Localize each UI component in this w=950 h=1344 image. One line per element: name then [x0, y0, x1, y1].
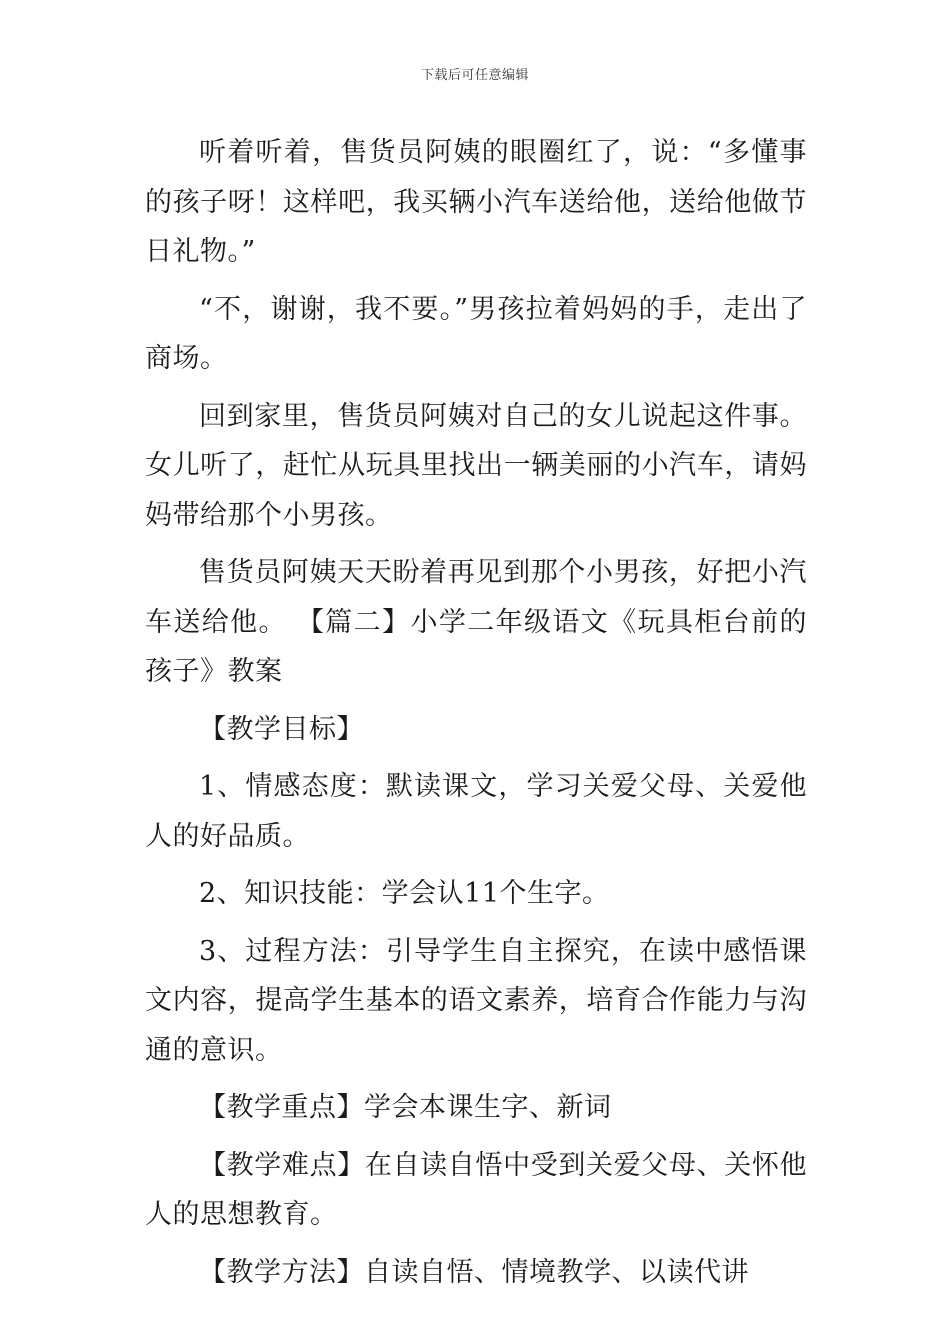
section-heading-objectives: 【教学目标】: [199, 713, 364, 745]
objective-item-1: 1、情感态度：默读课文，学习关爱父母、关爱他人的好品质。: [145, 771, 807, 852]
paragraph-story-2: “不，谢谢，我不要。”男孩拉着妈妈的手，走出了商场。: [145, 293, 807, 374]
page-header: 下载后可任意编辑: [420, 68, 529, 83]
document-body: [145, 128, 807, 1305]
teaching-method: 【教学方法】自读自悟、情境教学、以读代讲: [199, 1256, 749, 1288]
objective-item-3: 3、过程方法：引导学生自主探究，在读中感悟课文内容，提高学生基本的语文素养，培育合作能力与沟通的意识。: [145, 935, 807, 1066]
teaching-focus: 【教学重点】学会本课生字、新词: [199, 1092, 612, 1123]
paragraph-story-1: 听着听着，售货员阿姨的眼圈红了，说：“多懂事的孩子呀！这样吧，我买辆小汽车送给他，送给他做节日礼物。”: [145, 137, 807, 267]
paragraph-story-4: 售货员阿姨天天盼着再见到那个小男孩，好把小汽车送给他。 【篇二】小学二年级语文《玩具柜台前的孩子》教案: [145, 557, 807, 687]
objective-item-2: 2、知识技能：学会认11个生字。: [199, 878, 610, 909]
paragraph-story-3: 回到家里，售货员阿姨对自己的女儿说起这件事。女儿听了，赶忙从玩具里找出一辆美丽的小汽车，请妈妈带给那个小男孩。: [145, 400, 807, 531]
teaching-difficulty: 【教学难点】在自读自悟中受到关爱父母、关怀他人的思想教育。: [145, 1149, 807, 1230]
